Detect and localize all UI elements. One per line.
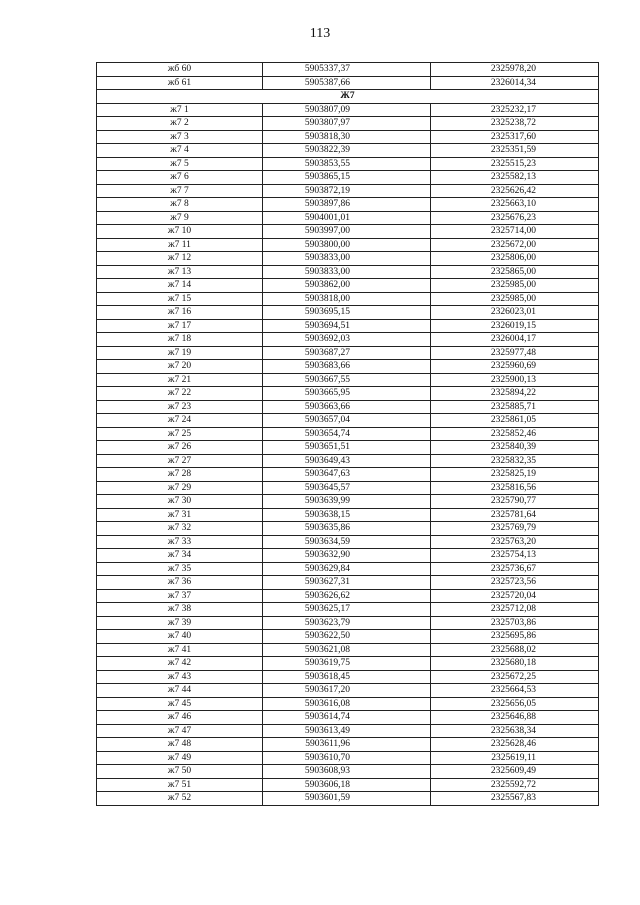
table-row [97,157,599,171]
y-coordinate-cell: 2325703,86 [431,616,599,630]
y-coordinate-cell: 2325985,00 [431,292,599,306]
point-id-cell: ж7 29 [97,481,263,495]
point-id-cell: ж7 7 [97,184,263,198]
page-number: 113 [309,26,331,41]
y-coordinate-cell: 2325688,02 [431,643,599,657]
x-coordinate-cell: 5903654,74 [263,427,431,441]
x-coordinate-cell: 5903683,66 [263,360,431,374]
x-coordinate-cell: 5903818,30 [263,130,431,144]
table-row [97,751,599,765]
x-coordinate-cell: 5903833,00 [263,252,431,266]
x-coordinate-cell: 5903822,39 [263,144,431,158]
table-row [97,468,599,482]
point-id-cell: ж7 46 [97,711,263,725]
y-coordinate-cell: 2325769,79 [431,522,599,536]
y-coordinate-cell: 2325840,39 [431,441,599,455]
y-coordinate-cell: 2325861,05 [431,414,599,428]
table-row [97,454,599,468]
y-coordinate-cell: 2326014,34 [431,76,599,90]
y-coordinate-cell: 2325763,20 [431,535,599,549]
x-coordinate-cell: 5903807,97 [263,117,431,131]
point-id-cell: ж7 39 [97,616,263,630]
y-coordinate-cell: 2325894,22 [431,387,599,401]
point-id-cell: ж7 47 [97,724,263,738]
point-id-cell: ж7 50 [97,765,263,779]
x-coordinate-cell: 5903617,20 [263,684,431,698]
x-coordinate-cell: 5903807,09 [263,103,431,117]
point-id-cell: ж7 43 [97,670,263,684]
y-coordinate-cell: 2325672,00 [431,238,599,252]
y-coordinate-cell: 2325825,19 [431,468,599,482]
table-row [97,562,599,576]
x-coordinate-cell: 5903872,19 [263,184,431,198]
table-row [97,400,599,414]
table-row [97,697,599,711]
table-row [97,117,599,131]
x-coordinate-cell: 5903610,70 [263,751,431,765]
table-row [97,778,599,792]
table-row [97,346,599,360]
coordinates-table [96,62,599,806]
x-coordinate-cell: 5903649,43 [263,454,431,468]
y-coordinate-cell: 2325865,00 [431,265,599,279]
table-row [97,711,599,725]
table-row [97,279,599,293]
point-id-cell: ж7 18 [97,333,263,347]
table-row [97,292,599,306]
y-coordinate-cell: 2325626,42 [431,184,599,198]
x-coordinate-cell: 5903625,17 [263,603,431,617]
point-id-cell: ж7 24 [97,414,263,428]
x-coordinate-cell: 5903833,00 [263,265,431,279]
table-row [97,373,599,387]
x-coordinate-cell: 5903638,15 [263,508,431,522]
x-coordinate-cell: 5905387,66 [263,76,431,90]
x-coordinate-cell: 5905337,37 [263,63,431,77]
table-row [97,333,599,347]
table-row [97,522,599,536]
table-row [97,765,599,779]
y-coordinate-cell: 2325515,23 [431,157,599,171]
table-row [97,306,599,320]
table-row [97,508,599,522]
point-id-cell: ж7 14 [97,279,263,293]
y-coordinate-cell: 2325663,10 [431,198,599,212]
point-id-cell: ж7 30 [97,495,263,509]
table-row [97,630,599,644]
table-row [97,319,599,333]
point-id-cell: ж7 20 [97,360,263,374]
x-coordinate-cell: 5903601,59 [263,792,431,806]
table-row [97,211,599,225]
y-coordinate-cell: 2325646,88 [431,711,599,725]
y-coordinate-cell: 2325712,08 [431,603,599,617]
x-coordinate-cell: 5903614,74 [263,711,431,725]
table-row [97,198,599,212]
table-row [97,616,599,630]
y-coordinate-cell: 2325816,56 [431,481,599,495]
point-id-cell: ж7 11 [97,238,263,252]
section-title: Ж7 [97,90,599,104]
x-coordinate-cell: 5903800,00 [263,238,431,252]
y-coordinate-cell: 2325238,72 [431,117,599,131]
x-coordinate-cell: 5903818,00 [263,292,431,306]
point-id-cell: ж7 33 [97,535,263,549]
x-coordinate-cell: 5903694,51 [263,319,431,333]
table-row [97,144,599,158]
point-id-cell: ж7 1 [97,103,263,117]
x-coordinate-cell: 5903695,15 [263,306,431,320]
point-id-cell: ж7 8 [97,198,263,212]
y-coordinate-cell: 2325351,59 [431,144,599,158]
point-id-cell: ж7 45 [97,697,263,711]
point-id-cell: ж7 19 [97,346,263,360]
point-id-cell: ж7 26 [97,441,263,455]
y-coordinate-cell: 2325232,17 [431,103,599,117]
y-coordinate-cell: 2325609,49 [431,765,599,779]
y-coordinate-cell: 2325720,04 [431,589,599,603]
table-row [97,252,599,266]
section-header-row [97,90,599,104]
y-coordinate-cell: 2325676,23 [431,211,599,225]
y-coordinate-cell: 2326023,01 [431,306,599,320]
y-coordinate-cell: 2325680,18 [431,657,599,671]
point-id-cell: жб 60 [97,63,263,77]
x-coordinate-cell: 5903897,86 [263,198,431,212]
point-id-cell: ж7 2 [97,117,263,131]
y-coordinate-cell: 2325790,77 [431,495,599,509]
table-row [97,535,599,549]
point-id-cell: ж7 3 [97,130,263,144]
table-row [97,643,599,657]
y-coordinate-cell: 2325978,20 [431,63,599,77]
point-id-cell: ж7 51 [97,778,263,792]
table-row [97,414,599,428]
y-coordinate-cell: 2325672,25 [431,670,599,684]
table-row [97,441,599,455]
x-coordinate-cell: 5903645,57 [263,481,431,495]
point-id-cell: ж7 10 [97,225,263,239]
table-row [97,576,599,590]
point-id-cell: ж7 52 [97,792,263,806]
coordinates-table-body [97,63,599,806]
point-id-cell: ж7 5 [97,157,263,171]
x-coordinate-cell: 5904001,01 [263,211,431,225]
point-id-cell: ж7 44 [97,684,263,698]
table-row [97,225,599,239]
x-coordinate-cell: 5903665,95 [263,387,431,401]
x-coordinate-cell: 5903657,04 [263,414,431,428]
x-coordinate-cell: 5903626,62 [263,589,431,603]
x-coordinate-cell: 5903639,99 [263,495,431,509]
point-id-cell: ж7 25 [97,427,263,441]
table-row [97,360,599,374]
table-row [97,495,599,509]
table-row [97,171,599,185]
x-coordinate-cell: 5903629,84 [263,562,431,576]
table-row [97,603,599,617]
table-row [97,63,599,77]
x-coordinate-cell: 5903651,51 [263,441,431,455]
y-coordinate-cell: 2325960,69 [431,360,599,374]
point-id-cell: ж7 35 [97,562,263,576]
y-coordinate-cell: 2325638,34 [431,724,599,738]
x-coordinate-cell: 5903647,63 [263,468,431,482]
table-row [97,670,599,684]
x-coordinate-cell: 5903608,93 [263,765,431,779]
x-coordinate-cell: 5903606,18 [263,778,431,792]
point-id-cell: ж7 31 [97,508,263,522]
point-id-cell: ж7 17 [97,319,263,333]
x-coordinate-cell: 5903635,86 [263,522,431,536]
table-row [97,130,599,144]
point-id-cell: ж7 41 [97,643,263,657]
table-row [97,657,599,671]
point-id-cell: ж7 48 [97,738,263,752]
y-coordinate-cell: 2325754,13 [431,549,599,563]
x-coordinate-cell: 5903613,49 [263,724,431,738]
x-coordinate-cell: 5903627,31 [263,576,431,590]
x-coordinate-cell: 5903611,96 [263,738,431,752]
table-row [97,387,599,401]
y-coordinate-cell: 2325885,71 [431,400,599,414]
point-id-cell: ж7 4 [97,144,263,158]
x-coordinate-cell: 5903619,75 [263,657,431,671]
x-coordinate-cell: 5903997,00 [263,225,431,239]
y-coordinate-cell: 2325628,46 [431,738,599,752]
point-id-cell: ж7 36 [97,576,263,590]
y-coordinate-cell: 2325977,48 [431,346,599,360]
point-id-cell: ж7 13 [97,265,263,279]
x-coordinate-cell: 5903853,55 [263,157,431,171]
y-coordinate-cell: 2325900,13 [431,373,599,387]
table-row [97,427,599,441]
x-coordinate-cell: 5903692,03 [263,333,431,347]
table-row [97,265,599,279]
x-coordinate-cell: 5903616,08 [263,697,431,711]
point-id-cell: ж7 42 [97,657,263,671]
table-row [97,184,599,198]
table-row [97,549,599,563]
table-row [97,792,599,806]
y-coordinate-cell: 2325806,00 [431,252,599,266]
x-coordinate-cell: 5903667,55 [263,373,431,387]
table-row [97,724,599,738]
x-coordinate-cell: 5903618,45 [263,670,431,684]
x-coordinate-cell: 5903865,15 [263,171,431,185]
x-coordinate-cell: 5903622,50 [263,630,431,644]
table-row [97,481,599,495]
point-id-cell: ж7 12 [97,252,263,266]
point-id-cell: ж7 16 [97,306,263,320]
table-row [97,738,599,752]
y-coordinate-cell: 2325317,60 [431,130,599,144]
y-coordinate-cell: 2325985,00 [431,279,599,293]
table-row [97,76,599,90]
point-id-cell: ж7 9 [97,211,263,225]
point-id-cell: ж7 27 [97,454,263,468]
y-coordinate-cell: 2325592,72 [431,778,599,792]
point-id-cell: ж7 49 [97,751,263,765]
x-coordinate-cell: 5903687,27 [263,346,431,360]
y-coordinate-cell: 2325582,13 [431,171,599,185]
x-coordinate-cell: 5903663,66 [263,400,431,414]
y-coordinate-cell: 2325736,67 [431,562,599,576]
point-id-cell: ж7 28 [97,468,263,482]
point-id-cell: ж7 38 [97,603,263,617]
y-coordinate-cell: 2326019,15 [431,319,599,333]
point-id-cell: ж7 37 [97,589,263,603]
y-coordinate-cell: 2325619,11 [431,751,599,765]
point-id-cell: ж7 22 [97,387,263,401]
point-id-cell: ж7 32 [97,522,263,536]
y-coordinate-cell: 2325832,35 [431,454,599,468]
point-id-cell: ж7 21 [97,373,263,387]
x-coordinate-cell: 5903634,59 [263,535,431,549]
y-coordinate-cell: 2325695,86 [431,630,599,644]
y-coordinate-cell: 2325852,46 [431,427,599,441]
x-coordinate-cell: 5903632,90 [263,549,431,563]
point-id-cell: ж7 40 [97,630,263,644]
table-row [97,238,599,252]
y-coordinate-cell: 2326004,17 [431,333,599,347]
y-coordinate-cell: 2325723,56 [431,576,599,590]
point-id-cell: ж7 6 [97,171,263,185]
table-row [97,589,599,603]
table-row [97,684,599,698]
x-coordinate-cell: 5903623,79 [263,616,431,630]
table-row [97,103,599,117]
point-id-cell: ж7 34 [97,549,263,563]
y-coordinate-cell: 2325781,64 [431,508,599,522]
y-coordinate-cell: 2325714,00 [431,225,599,239]
y-coordinate-cell: 2325664,53 [431,684,599,698]
x-coordinate-cell: 5903621,08 [263,643,431,657]
point-id-cell: ж7 15 [97,292,263,306]
y-coordinate-cell: 2325567,83 [431,792,599,806]
y-coordinate-cell: 2325656,05 [431,697,599,711]
x-coordinate-cell: 5903862,00 [263,279,431,293]
point-id-cell: жб 61 [97,76,263,90]
point-id-cell: ж7 23 [97,400,263,414]
